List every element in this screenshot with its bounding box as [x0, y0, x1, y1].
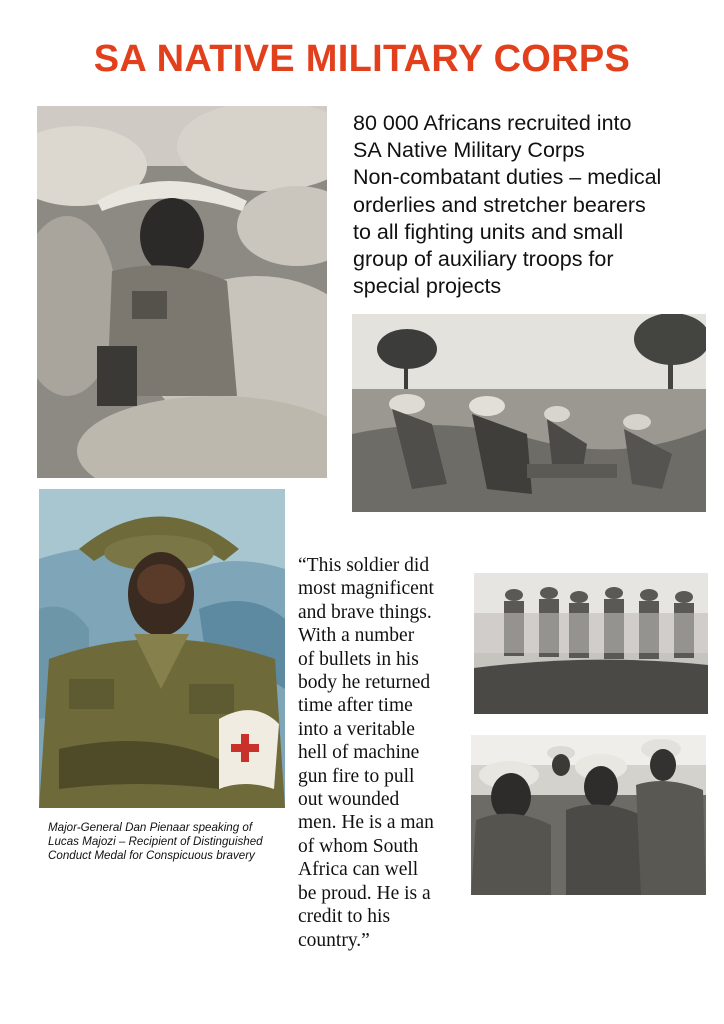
caption-line: Conduct Medal for Conspicuous bravery [48, 849, 255, 863]
quote-line: be proud. He is a [298, 882, 431, 904]
quote-line: men. He is a man [298, 812, 434, 834]
quote-line: out wounded [298, 789, 400, 811]
soldiers-smoke-photo [474, 573, 708, 714]
quote-line: gun fire to pull [298, 765, 415, 787]
quote-line: and brave things. [298, 601, 432, 623]
lucas-majozi-painting [39, 489, 285, 808]
intro-line: to all fighting units and small [353, 219, 624, 244]
intro-line: 80 000 Africans recruited into [353, 111, 632, 135]
soldiers-helmets-photo [471, 735, 706, 895]
soldier-sandbags-photo [37, 106, 327, 478]
quote-line: body he returned [298, 672, 431, 694]
quote-line: “This soldier did [298, 555, 430, 576]
intro-line: Non-combatant duties – medical [353, 165, 662, 190]
caption-line: Lucas Majozi – Recipient of Distinguished [48, 835, 263, 849]
quote-line: into a veritable [298, 718, 415, 740]
quote-line: With a number [298, 625, 415, 647]
intro-line: special projects [353, 274, 502, 298]
quote-text [298, 554, 468, 952]
quote-line: of whom South [298, 835, 419, 857]
quote-line: country.” [298, 929, 370, 951]
caption-line: Major-General Dan Pienaar speaking of [48, 821, 253, 834]
quote-line: of bullets in his [298, 648, 419, 670]
intro-line: SA Native Military Corps [353, 138, 585, 163]
quote-line: Africa can well [298, 859, 419, 881]
quote-line: time after time [298, 695, 413, 717]
quote-line: credit to his [298, 906, 391, 928]
quote-line: hell of machine [298, 742, 420, 764]
stretcher-bearers-photo [352, 314, 706, 512]
painting-caption [48, 821, 278, 864]
intro-line: orderlies and stretcher bearers [353, 192, 646, 217]
page-title: SA NATIVE MILITARY CORPS [93, 38, 631, 80]
quote-line: most magnificent [298, 578, 434, 600]
intro-text [353, 110, 713, 298]
intro-line: group of auxiliary troops for [353, 247, 614, 272]
